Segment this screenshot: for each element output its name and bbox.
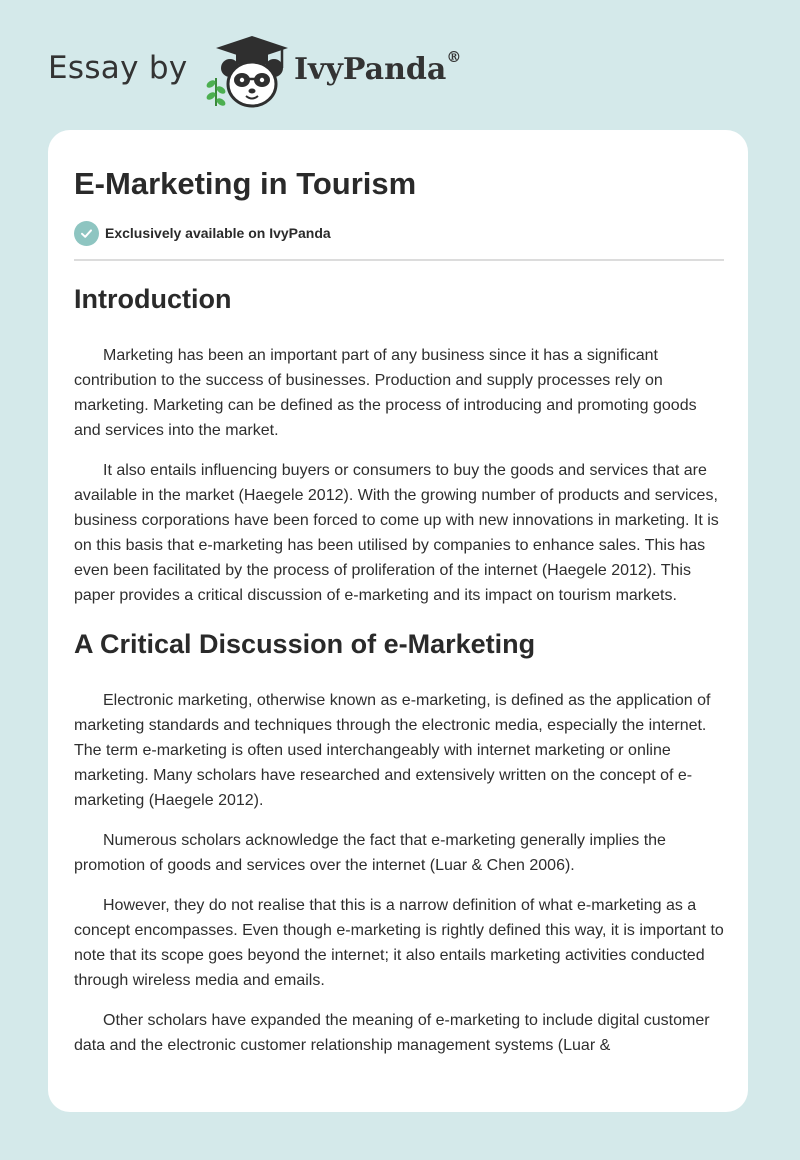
brand-name-text: IvyPanda <box>294 52 447 87</box>
brand-name <box>294 48 462 87</box>
paragraph: Numerous scholars acknowledge the fact that e-marketing generally implies the promotion of goods and services over the internet (Luar & Chen 2006). <box>74 832 666 874</box>
check-circle-icon <box>74 221 99 246</box>
paragraph: Marketing has been an important part of any business since it has a significant contribution to the success of businesses. Production and supply processes rely on marketing. Marketing can be defined as the process of introducing and promoting goods and services into the market. <box>74 347 697 439</box>
essay-title: E-Marketing in Tourism <box>74 166 417 201</box>
site-header <box>48 34 468 114</box>
badge-text: Exclusively available on IvyPanda <box>105 225 331 241</box>
title-divider <box>74 259 724 261</box>
essay-content <box>74 164 724 1058</box>
paragraph: Electronic marketing, otherwise known as e-marketing, is defined as the application of marketing standards and techniques through the electronic media, especially the internet. The term e-marketing is often used interchangeably with internet marketing or online marketing. Many scholars have researched and extensively written on the concept of e-marketing (Haegele 2012). <box>74 692 711 809</box>
section-heading-introduction: Introduction <box>74 284 232 314</box>
paragraph: It also entails influencing buyers or consumers to buy the goods and services that are available in the market (Haegele 2012). With the growing number of products and services, business corporations have been forced to come up with new innovations in marketing. It is on this basis that e-marketing has been utilised by companies to enhance sales. This has even been facilitated by the process of proliferation of the internet (Haegele 2012). This paper provides a critical discussion of e-marketing and its impact on tourism markets. <box>74 462 719 604</box>
availability-badge <box>74 220 724 246</box>
panda-graduate-icon <box>202 34 290 110</box>
section-heading-critical-discussion: A Critical Discussion of e-Marketing <box>74 629 536 659</box>
paragraph: Other scholars have expanded the meaning of e-marketing to include digital customer data and the electronic customer relationship management systems (Luar & <box>74 1012 710 1054</box>
paragraph: However, they do not realise that this is a narrow definition of what e-marketing as a concept encompasses. Even though e-marketing is rightly defined this way, it is important to note that its scope goes beyond the internet; it also entails marketing activities conducted through wireless media and emails. <box>74 897 724 989</box>
essay-card <box>48 130 748 1112</box>
essay-by-label: Essay by <box>48 50 188 86</box>
registered-mark: ® <box>446 48 462 66</box>
